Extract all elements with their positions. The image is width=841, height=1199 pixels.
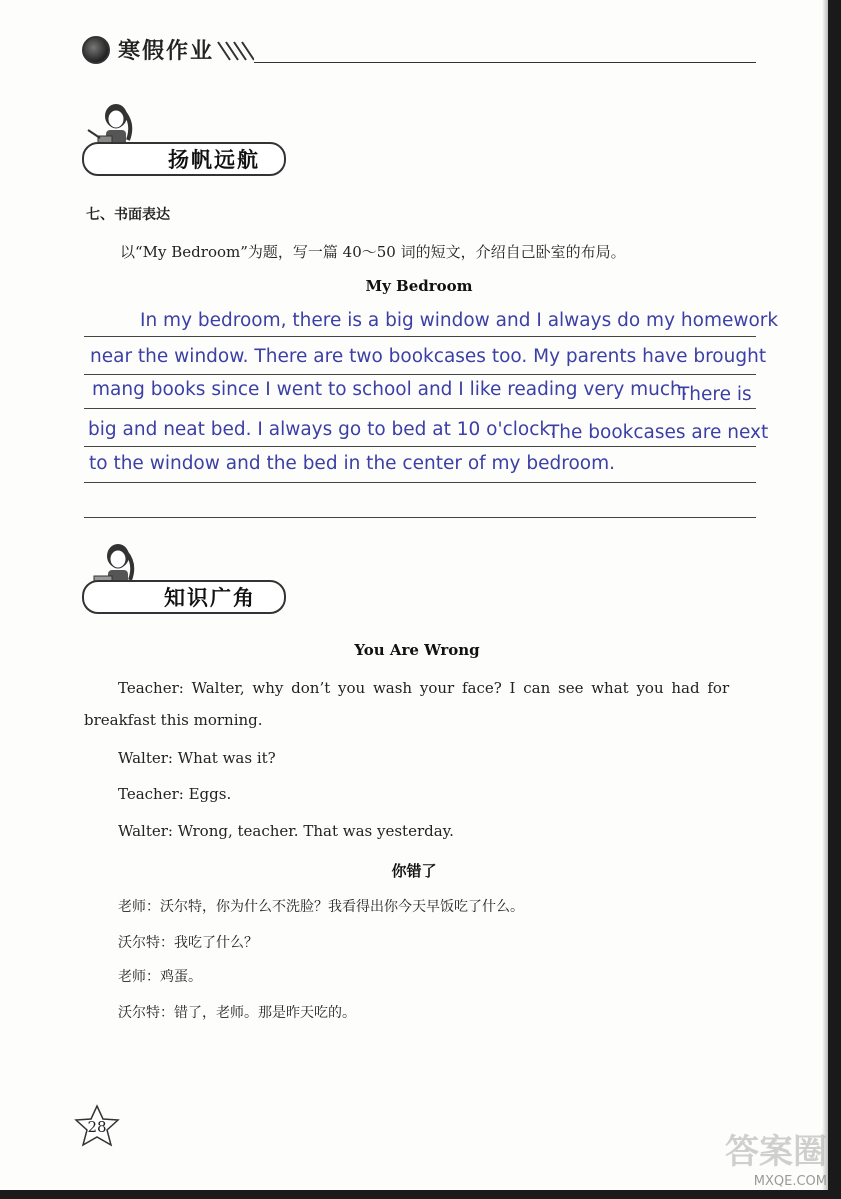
translation-line: 沃尔特：错了，老师。那是昨天吃的。 [118, 1005, 356, 1021]
watermark-logo: 答案圈 [725, 1132, 827, 1172]
dialogue-line: Walter: Wrong, teacher. That was yesterday. [118, 822, 454, 840]
answer-rule [84, 517, 756, 518]
answer-rule [84, 446, 756, 447]
header-title: 寒假作业 [118, 39, 215, 64]
watermark-url: MXQE.COM [753, 1174, 827, 1189]
handwritten-line: The bookcases are next [548, 422, 769, 443]
essay-title: My Bedroom [365, 277, 473, 295]
story-title: You Are Wrong [354, 641, 480, 659]
page-number: 28 [87, 1118, 107, 1136]
header-badge-icon [82, 36, 110, 64]
answer-rule [84, 408, 756, 409]
answer-rule [84, 482, 756, 483]
banner-yangfan-label: 扬帆远航 [168, 148, 260, 172]
translation-line: 沃尔特：我吃了什么？ [118, 935, 258, 951]
banner-zhishi-label: 知识广角 [164, 586, 256, 610]
answer-rule [84, 374, 756, 375]
dialogue-line: Teacher: Eggs. [118, 785, 232, 803]
header-hatch-decoration [214, 40, 254, 62]
dialogue-line: Teacher: Walter, why don’t you wash your face? I can see what you had for [118, 679, 730, 697]
handwritten-line: In my bedroom, there is a big window and I always do my homework [140, 310, 779, 331]
dialogue-line: Walter: What was it? [118, 749, 276, 767]
writing-prompt: 以“My Bedroom”为题，写一篇 40～50 词的短文，介绍自己卧室的布局。 [120, 243, 626, 261]
handwritten-line: big and neat bed. I always go to bed at 10 o'clock. [88, 419, 556, 440]
handwritten-line: mang books since I went to school and I like reading very much. [92, 379, 688, 400]
handwritten-line: to the window and the bed in the center of my bedroom. [89, 453, 615, 474]
translation-title: 你错了 [391, 862, 437, 880]
handwritten-line: near the window. There are two bookcases too. My parents have brought [90, 346, 767, 367]
page-edge-shadow [822, 0, 828, 1190]
question-label: 七、书面表达 [86, 207, 170, 223]
handwritten-line: There is [678, 384, 752, 405]
translation-line: 老师：沃尔特，你为什么不洗脸？我看得出你今天早饭吃了什么。 [118, 899, 524, 915]
dialogue-line: breakfast this morning. [84, 711, 263, 729]
header-rule [254, 62, 756, 63]
translation-line: 老师：鸡蛋。 [118, 969, 202, 985]
answer-rule [84, 336, 756, 337]
